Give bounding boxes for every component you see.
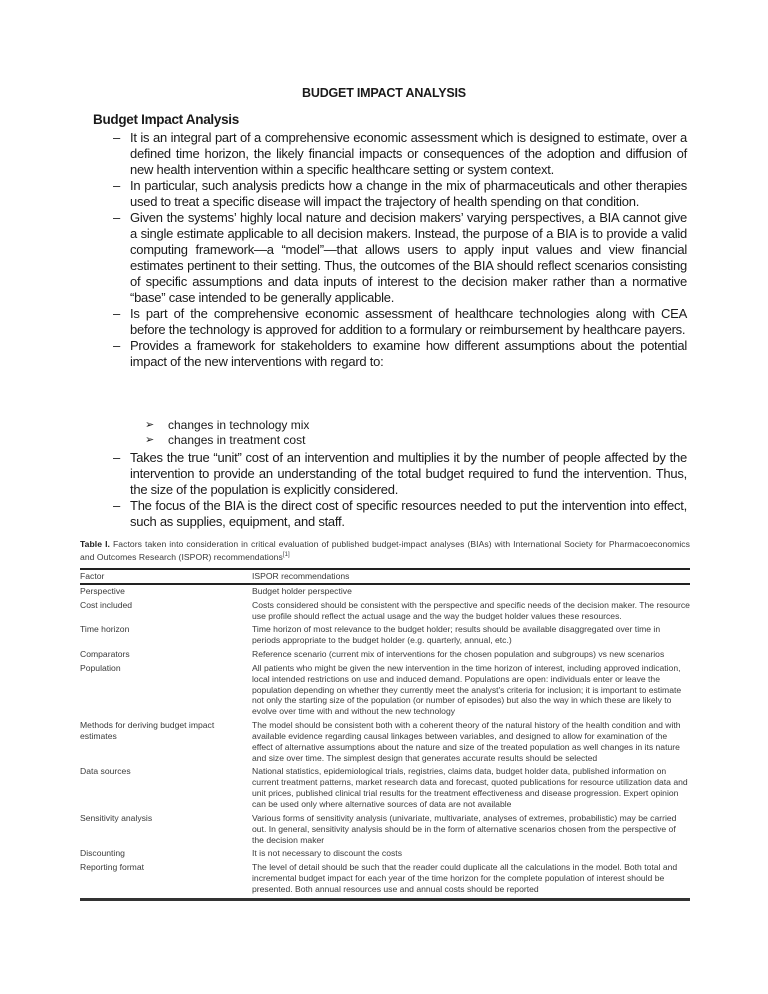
table-row bbox=[80, 861, 690, 900]
table-row bbox=[80, 623, 690, 648]
bullet-text: Takes the true “unit” cost of an intervention and multiplies it by the number of people affected by the intervention to provide an understanding of the total budget required to fund the intervention. Thus, the size of the population is explicitly considered. bbox=[130, 450, 687, 497]
table-row bbox=[80, 584, 690, 599]
table-row bbox=[80, 847, 690, 861]
sub-bullet-list bbox=[113, 418, 687, 448]
dash-bullet-icon: – bbox=[113, 338, 120, 353]
factor-cell: Sensitivity analysis bbox=[80, 812, 153, 823]
table-row bbox=[80, 648, 690, 662]
bullet-item bbox=[113, 130, 687, 178]
ispor-recommendations-table bbox=[80, 568, 690, 901]
bullet-item bbox=[113, 450, 687, 498]
column-header-recommendations: ISPOR recommendations bbox=[252, 570, 350, 581]
table-row bbox=[80, 811, 690, 847]
factor-cell: Comparators bbox=[80, 649, 130, 660]
dash-bullet-icon: – bbox=[113, 498, 120, 513]
bullet-item bbox=[113, 338, 687, 370]
table-figure bbox=[80, 539, 690, 901]
factor-cell: Population bbox=[80, 662, 121, 673]
table-row bbox=[80, 661, 690, 718]
dash-bullet-icon: – bbox=[113, 130, 120, 145]
bullet-item bbox=[113, 306, 687, 338]
factor-cell: Perspective bbox=[80, 586, 125, 597]
sub-bullet-item bbox=[113, 418, 687, 433]
recommendation-cell: Various forms of sensitivity analysis (univariate, multivariate, analyses of extremes, probabilistic) may be carried out. In general, sensitivity analysis should be in the form of alternative scenarios chosen from the perspective of the decision maker bbox=[252, 812, 677, 845]
column-header-factor: Factor bbox=[80, 570, 105, 581]
factor-cell: Reporting format bbox=[80, 862, 145, 873]
document-title: BUDGET IMPACT ANALYSIS bbox=[302, 86, 466, 100]
recommendation-cell: All patients who might be given the new intervention in the time horizon of interest, including approved indication, local intended restrictions on use and induced demand. Populations are open: individuals enter or leave the population depending on whether they currently meet the analyst's criteria for inclusion; it is important to estimate not only the starting size of the population (or number of episodes) but also the way in which these are likely to evolve over time with and without the new technology bbox=[252, 662, 682, 717]
table-header-row bbox=[80, 569, 690, 584]
factor-cell: Cost included bbox=[80, 599, 133, 610]
bullet-list bbox=[113, 130, 687, 370]
recommendation-cell: National statistics, epidemiological trials, registries, claims data, budget holder data, published information on current treatment patterns, market research data and forecast, quoted publications for resource utilization data and unit prices, published clinical trial results for the treatment effectiveness and disease progression. Expert opinion can be used only where alternative sources of data are not available bbox=[252, 766, 688, 810]
table-row bbox=[80, 598, 690, 623]
sub-bullet-item bbox=[113, 433, 687, 448]
sub-bullet-text: changes in technology mix bbox=[168, 418, 310, 432]
recommendation-cell: The level of detail should be such that the reader could duplicate all the calculations in the model. Both total and incremental budget impact for each year of the time horizon for the complete population of interest should be presented. Both annual resources use and annual costs should be reported bbox=[252, 862, 678, 894]
factor-cell: Methods for deriving budget impact estimates bbox=[80, 720, 215, 741]
recommendation-cell: Reference scenario (current mix of interventions for the chosen population and subgroups) vs new scenarios bbox=[252, 649, 665, 660]
dash-bullet-icon: – bbox=[113, 210, 120, 225]
bullet-text: In particular, such analysis predicts how a change in the mix of pharmaceuticals and other therapies used to treat a specific disease will impact the trajectory of health spending on that condition. bbox=[130, 178, 687, 209]
factor-cell: Discounting bbox=[80, 848, 125, 859]
sub-bullet-text: changes in treatment cost bbox=[168, 433, 306, 447]
bullet-item bbox=[113, 210, 687, 306]
bullet-item bbox=[113, 498, 687, 530]
arrow-bullet-icon: ➢ bbox=[145, 434, 155, 446]
factor-cell: Time horizon bbox=[80, 624, 130, 635]
bullet-text: Given the systems’ highly local nature and decision makers’ varying perspectives, a BIA cannot give a single estimate applicable to all decision makers. Instead, the purpose of a BIA is to provide a valid computing framework—a “model”—that allows users to apply input values and view financial estimates pertinent to their setting. Thus, the outcomes of the BIA should reflect scenarios consisting of specific assumptions and data inputs of interest to the decision maker rather than a normative “base” case intended to be generally applicable. bbox=[130, 210, 687, 305]
dash-bullet-icon: – bbox=[113, 306, 120, 321]
dash-bullet-icon: – bbox=[113, 178, 120, 193]
table-row bbox=[80, 765, 690, 811]
bullet-text: The focus of the BIA is the direct cost of specific resources needed to put the intervention into effect, such as supplies, equipment, and staff. bbox=[130, 498, 687, 529]
table-caption-text: Factors taken into consideration in critical evaluation of published budget-impact analyses (BIAs) with International Society for Pharmacoeconomics and Outcomes Research (ISPOR) recommendations bbox=[80, 539, 690, 562]
section-heading: Budget Impact Analysis bbox=[93, 112, 239, 127]
bullet-text: Provides a framework for stakeholders to examine how different assumptions about the potential impact of the new interventions with regard to: bbox=[130, 338, 687, 369]
bullet-text: Is part of the comprehensive economic assessment of healthcare technologies along with CEA before the technology is approved for addition to a formulary or reimbursement by healthcare payers. bbox=[130, 306, 687, 337]
table-caption bbox=[80, 539, 690, 563]
arrow-bullet-icon: ➢ bbox=[145, 419, 155, 431]
table-caption-ref: [1] bbox=[282, 552, 290, 558]
recommendation-cell: The model should be consistent both with a coherent theory of the natural history of the health condition and with available evidence regarding causal linkages between variables, and designed to allow for examination of the effect of alternative assumptions about the nature and size of the treated population as well changes in its nature and size over time. The simplest design that generates accurate results should be selected bbox=[252, 720, 681, 763]
table-caption-label: Table I. bbox=[80, 539, 110, 549]
recommendation-cell: Time horizon of most relevance to the budget holder; results should be available disaggregated over time in periods appropriate to the budget holder (e.g. quarterly, annual, etc.) bbox=[252, 624, 661, 646]
bullet-item bbox=[113, 178, 687, 210]
bullet-list-continued bbox=[113, 450, 687, 530]
table-row bbox=[80, 719, 690, 765]
factor-cell: Data sources bbox=[80, 766, 131, 777]
recommendation-cell: Budget holder perspective bbox=[252, 586, 352, 597]
recommendation-cell: It is not necessary to discount the costs bbox=[252, 848, 402, 859]
dash-bullet-icon: – bbox=[113, 450, 120, 465]
recommendation-cell: Costs considered should be consistent with the perspective and specific needs of the decision maker. The resource use profile should reflect the actual usage and the way the budget holder values these resources. bbox=[252, 599, 690, 621]
bullet-text: It is an integral part of a comprehensive economic assessment which is designed to estimate, over a defined time horizon, the likely financial impacts or consequences of the adoption and diffusion of new health intervention within a specific healthcare setting or system context. bbox=[130, 130, 687, 177]
